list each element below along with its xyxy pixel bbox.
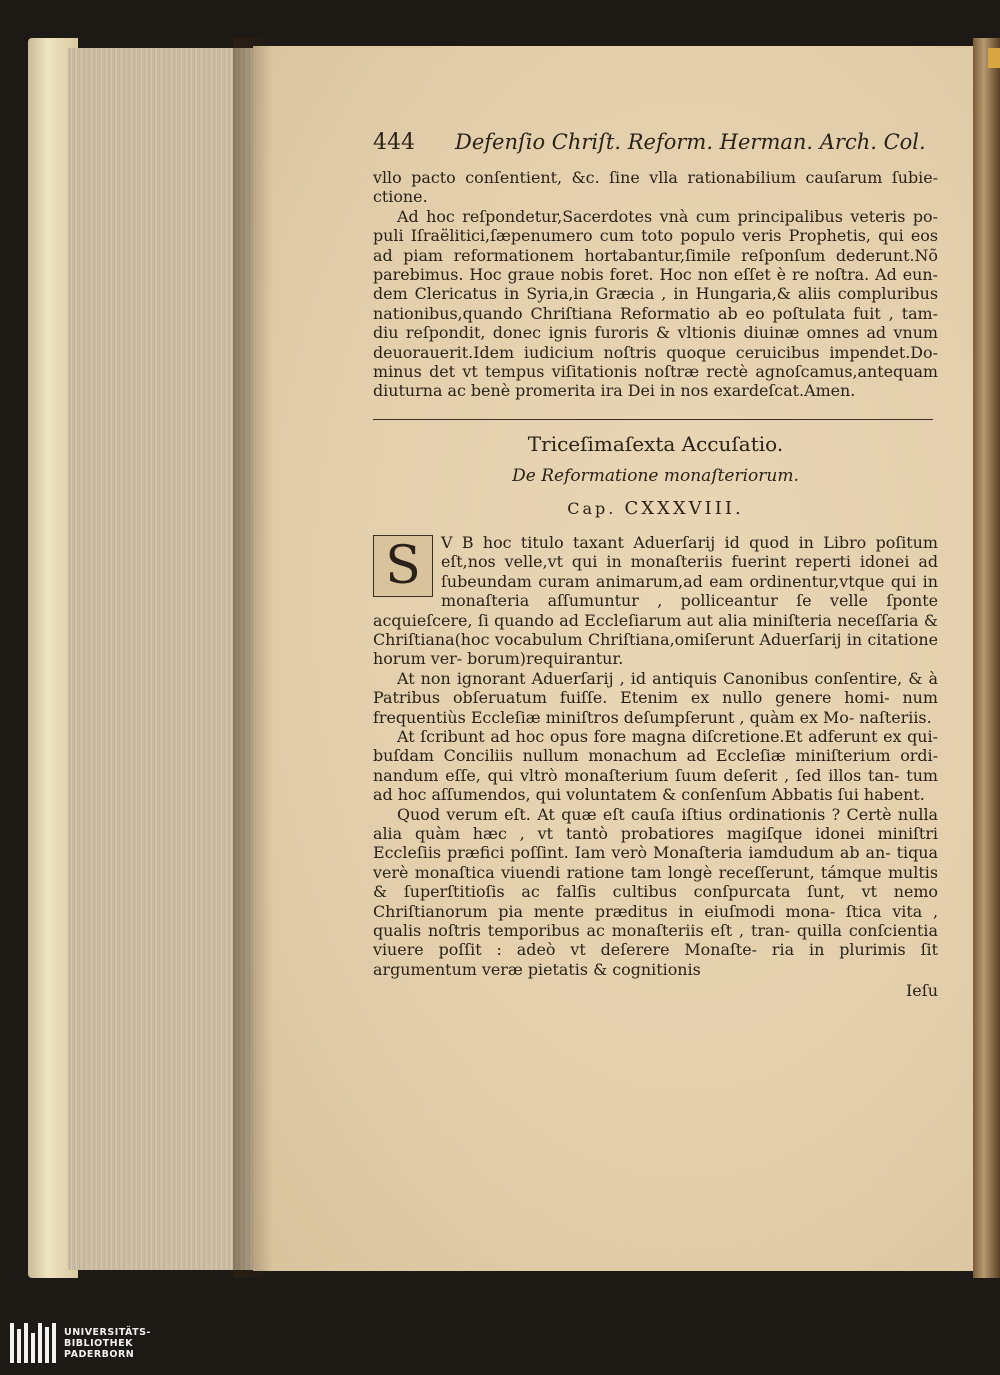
- logo-line: BIBLIOTHEK: [64, 1337, 133, 1349]
- running-title: Defenſio Chriſt. Reform. Herman. Arch. Col.: [455, 130, 926, 154]
- gutter-shadow: [233, 38, 273, 1278]
- facing-page-edge: [973, 38, 1000, 1278]
- paragraph: At ſcribunt ad hoc opus fore magna diſcretione.Et adferunt ex qui- buſdam Conciliis nullum monachum ad Eccleſiæ miniſterium ordi- nandum eſſe, qui vltrò monaſterium ſuum deſerit , ſed illos tan- tum ad hoc aſſumendos, qui voluntatem & conſenſum Abbatis ſui habent.: [373, 726, 938, 805]
- bookmark-tab: [988, 48, 1000, 68]
- paragraph: Ad hoc reſpondetur,Sacerdotes vnà cum principalibus veteris po- puli Iſraëlitici,ſæpenumero cum toto populo veris Prophetis, qui eos ad piam reformationem hortabantur,ſimile reſponſum dederunt.Nõ parebimus. Hoc graue nobis foret. Hoc non eſſet è re noſtra. Ad eun- dem Clericatus in Syria,in Græcia , in Hungaria,& aliis compluribus nationibus,quando Chriſtiana Reformatio ab eo poſtulata fuit , tam- diu reſpondit, donec ignis furoris & vltionis diuinæ omnes ad vnum deuorauerit.Idem iudicium noſtris quoque ceruicibus impendet.Do- minus det vt tempus viſitationis noſtræ rectè agnoſcamus,antequam diuturna ac benè promerita ira Dei in nos exardeſcat.Amen.: [373, 206, 938, 401]
- paragraph: vllo pacto conſentient, &c. ſine vlla rationabilium cauſarum ſubie- ctione.: [373, 168, 938, 207]
- page-number: 444: [373, 130, 415, 155]
- page-text: [373, 130, 938, 1001]
- logo-line: PADERBORN: [64, 1348, 135, 1360]
- decorated-initial: [373, 535, 433, 597]
- chapter-prefix: Cap.: [567, 498, 617, 518]
- library-logo-icon: [10, 1323, 56, 1363]
- paragraph: V B hoc titulo taxant Aduerſarij id quod in Libro poſitum eſt,nos velle,vt qui in monaſteriis fuerint reperti idonei ad ſubeundam curam animarum,ad eam ordinentur,vtque qui in monaſteria aſſumuntur , polliceantur ſe velle ſponte acquieſcere, ſi quando ad Eccleſiarum aut alia miniſteria neceſſaria & Chriſtiana(hoc vocabulum Chriſtiana,omiſerunt Aduerſarij in citatione horum ver- borum)requirantur.: [373, 532, 938, 669]
- chapter-text: [373, 533, 938, 1001]
- top-text: [373, 168, 938, 401]
- page-edges: [68, 48, 253, 1270]
- section-heading: Triceſimaſexta Accuſatio.: [527, 431, 784, 456]
- library-logo: [10, 1323, 151, 1363]
- paragraph: Quod verum eſt. At quæ eſt cauſa iſtius ordinationis ? Certè nulla alia quàm hæc , vt tantò probatiores magiſque idonei miniſtri Eccleſiis præfici poſſint. Iam verò Monaſteria iamdudum ab an- tiqua verè monaſtica viuendi ratione tam longè receſſerunt, támque multis & ſuperſtitioſis ac falſis cultibus conſpurcata ſunt, vt nemo Chriſtianorum pia mente præditus in eiuſmodi mona- ſtica vita , qualis noſtris temporibus ac monaſteriis eſt , tran- quilla conſcientia viuere poſſit : adeò vt deſerere Monaſte- ria in plurimis ſit argumentum veræ pietatis & cognitionis: [373, 804, 938, 979]
- running-header: [373, 130, 938, 168]
- chapter-number: CXXXVIII.: [624, 497, 744, 519]
- logo-line: UNIVERSITÄTS-: [64, 1326, 151, 1338]
- section-subheading: De Reformatione monaſteriorum.: [512, 465, 799, 486]
- paragraph: At non ignorant Aduerſarij , id antiquis Canonibus conſentire, & à Patribus obſeruatum fuiſſe. Etenim ex nullo genere homi- num frequentiùs Eccleſiæ miniſtros deſumpſerunt , quàm ex Mo- naſteriis.: [373, 668, 938, 727]
- chapter-heading: [373, 498, 938, 519]
- catchword: Ieſu: [905, 981, 938, 1001]
- initial-letter: S: [385, 535, 421, 596]
- section-rule: [373, 419, 933, 420]
